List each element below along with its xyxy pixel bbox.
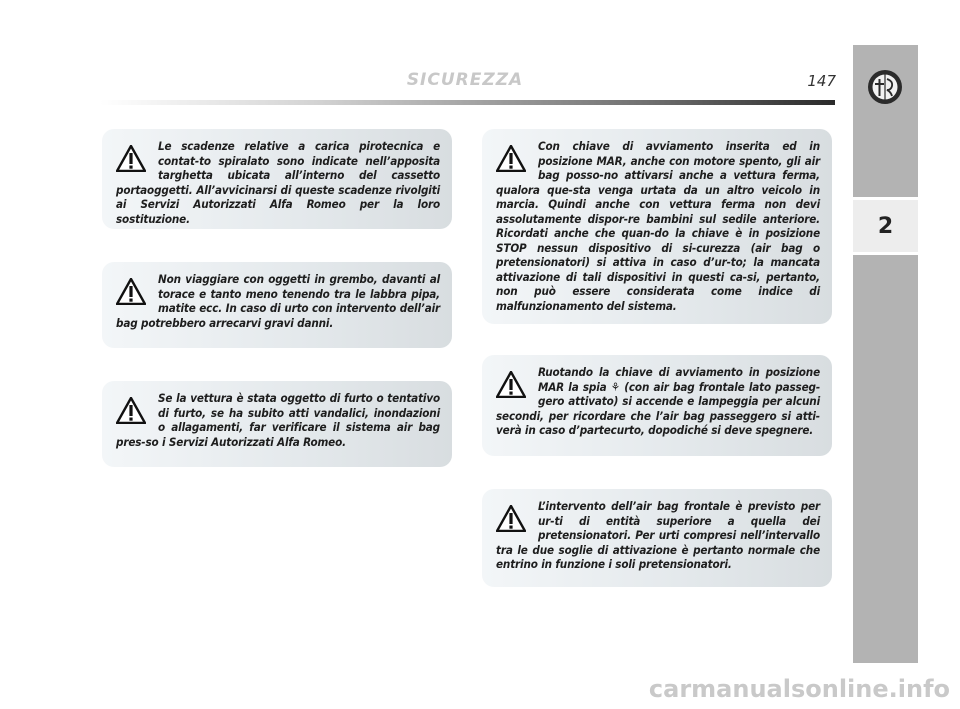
page-number: 147 — [807, 72, 836, 90]
warning-triangle-icon — [116, 145, 146, 172]
watermark: carmanualsonline.info — [648, 675, 950, 703]
warning-text: Se la vettura è stata oggetto di furto o tentativo di furto, se ha subito atti vandalici, inondazioni o allagamenti, far verificare il sistema air bag pres-so i Servizi Autorizzati Alfa Romeo. — [116, 391, 440, 449]
warning-text: Le scadenze relative a carica pirotecnica e contat-to spiralato sono indicate nell’apposita targhetta ubicata all’interno del cassetto portaoggetti. All’avvicinarsi di queste scadenze rivolgiti ai Servizi Autorizzati Alfa Romeo per la loro sostituzione. — [116, 139, 440, 226]
warning-triangle-icon — [496, 371, 526, 398]
header-rule — [100, 100, 835, 105]
warning-box-2 — [102, 262, 452, 348]
section-title: SICUREZZA — [406, 70, 524, 90]
warning-triangle-icon — [116, 397, 146, 424]
chapter-number: 2 — [853, 197, 918, 255]
warning-triangle-icon — [116, 278, 146, 305]
alfa-romeo-logo-icon — [867, 69, 903, 105]
warning-box-3 — [102, 381, 452, 467]
warning-box-6 — [482, 489, 832, 587]
warning-box-5 — [482, 355, 832, 456]
warning-text: Non viaggiare con oggetti in grembo, davanti al torace e tanto meno tenendo tra le labbra pipa, matite ecc. In caso di urto con intervento dell’air bag potrebbero arrecarvi gravi danni. — [116, 272, 440, 330]
warning-text: Ruotando la chiave di avviamento in posizione MAR la spia ⚘ (con air bag frontale lato passeg-gero attivato) si accende e lampeggia per alcuni secondi, per ricordare che l’air bag passeggero si atti-verà in caso d’partecurto, dopodiché si deve spegnere. — [496, 365, 820, 437]
warning-box-1 — [102, 129, 452, 229]
warning-text: Con chiave di avviamento inserita ed in posizione MAR, anche con motore spento, gli air bag posso-no attivarsi anche a vettura ferma, qualora que-sta venga urtata da un altro veicolo in marcia. Quindi anche con vettura ferma non devi assolutamente dispor-re bambini sul sedile anteriore. Ricordati anche che quan-do la chiave è in posizione STOP nessun dispositivo di si-curezza (air bag o pretensionatori) si attiva in caso d’ur-to; la mancata attivazione di tali dispositivi in questi ca-si, pertanto, non può essere considerata come indice di malfunzionamento del sistema. — [496, 139, 820, 313]
warning-triangle-icon — [496, 505, 526, 532]
warning-box-4 — [482, 129, 832, 324]
warning-triangle-icon — [496, 145, 526, 172]
warning-text: L’intervento dell’air bag frontale è previsto per ur-ti di entità superiore a quella dei pretensionatori. Per urti compresi nell’intervallo tra le due soglie di attivazione è pertanto normale che entrino in funzione i soli pretensionatori. — [496, 499, 820, 571]
side-tab — [853, 45, 918, 663]
